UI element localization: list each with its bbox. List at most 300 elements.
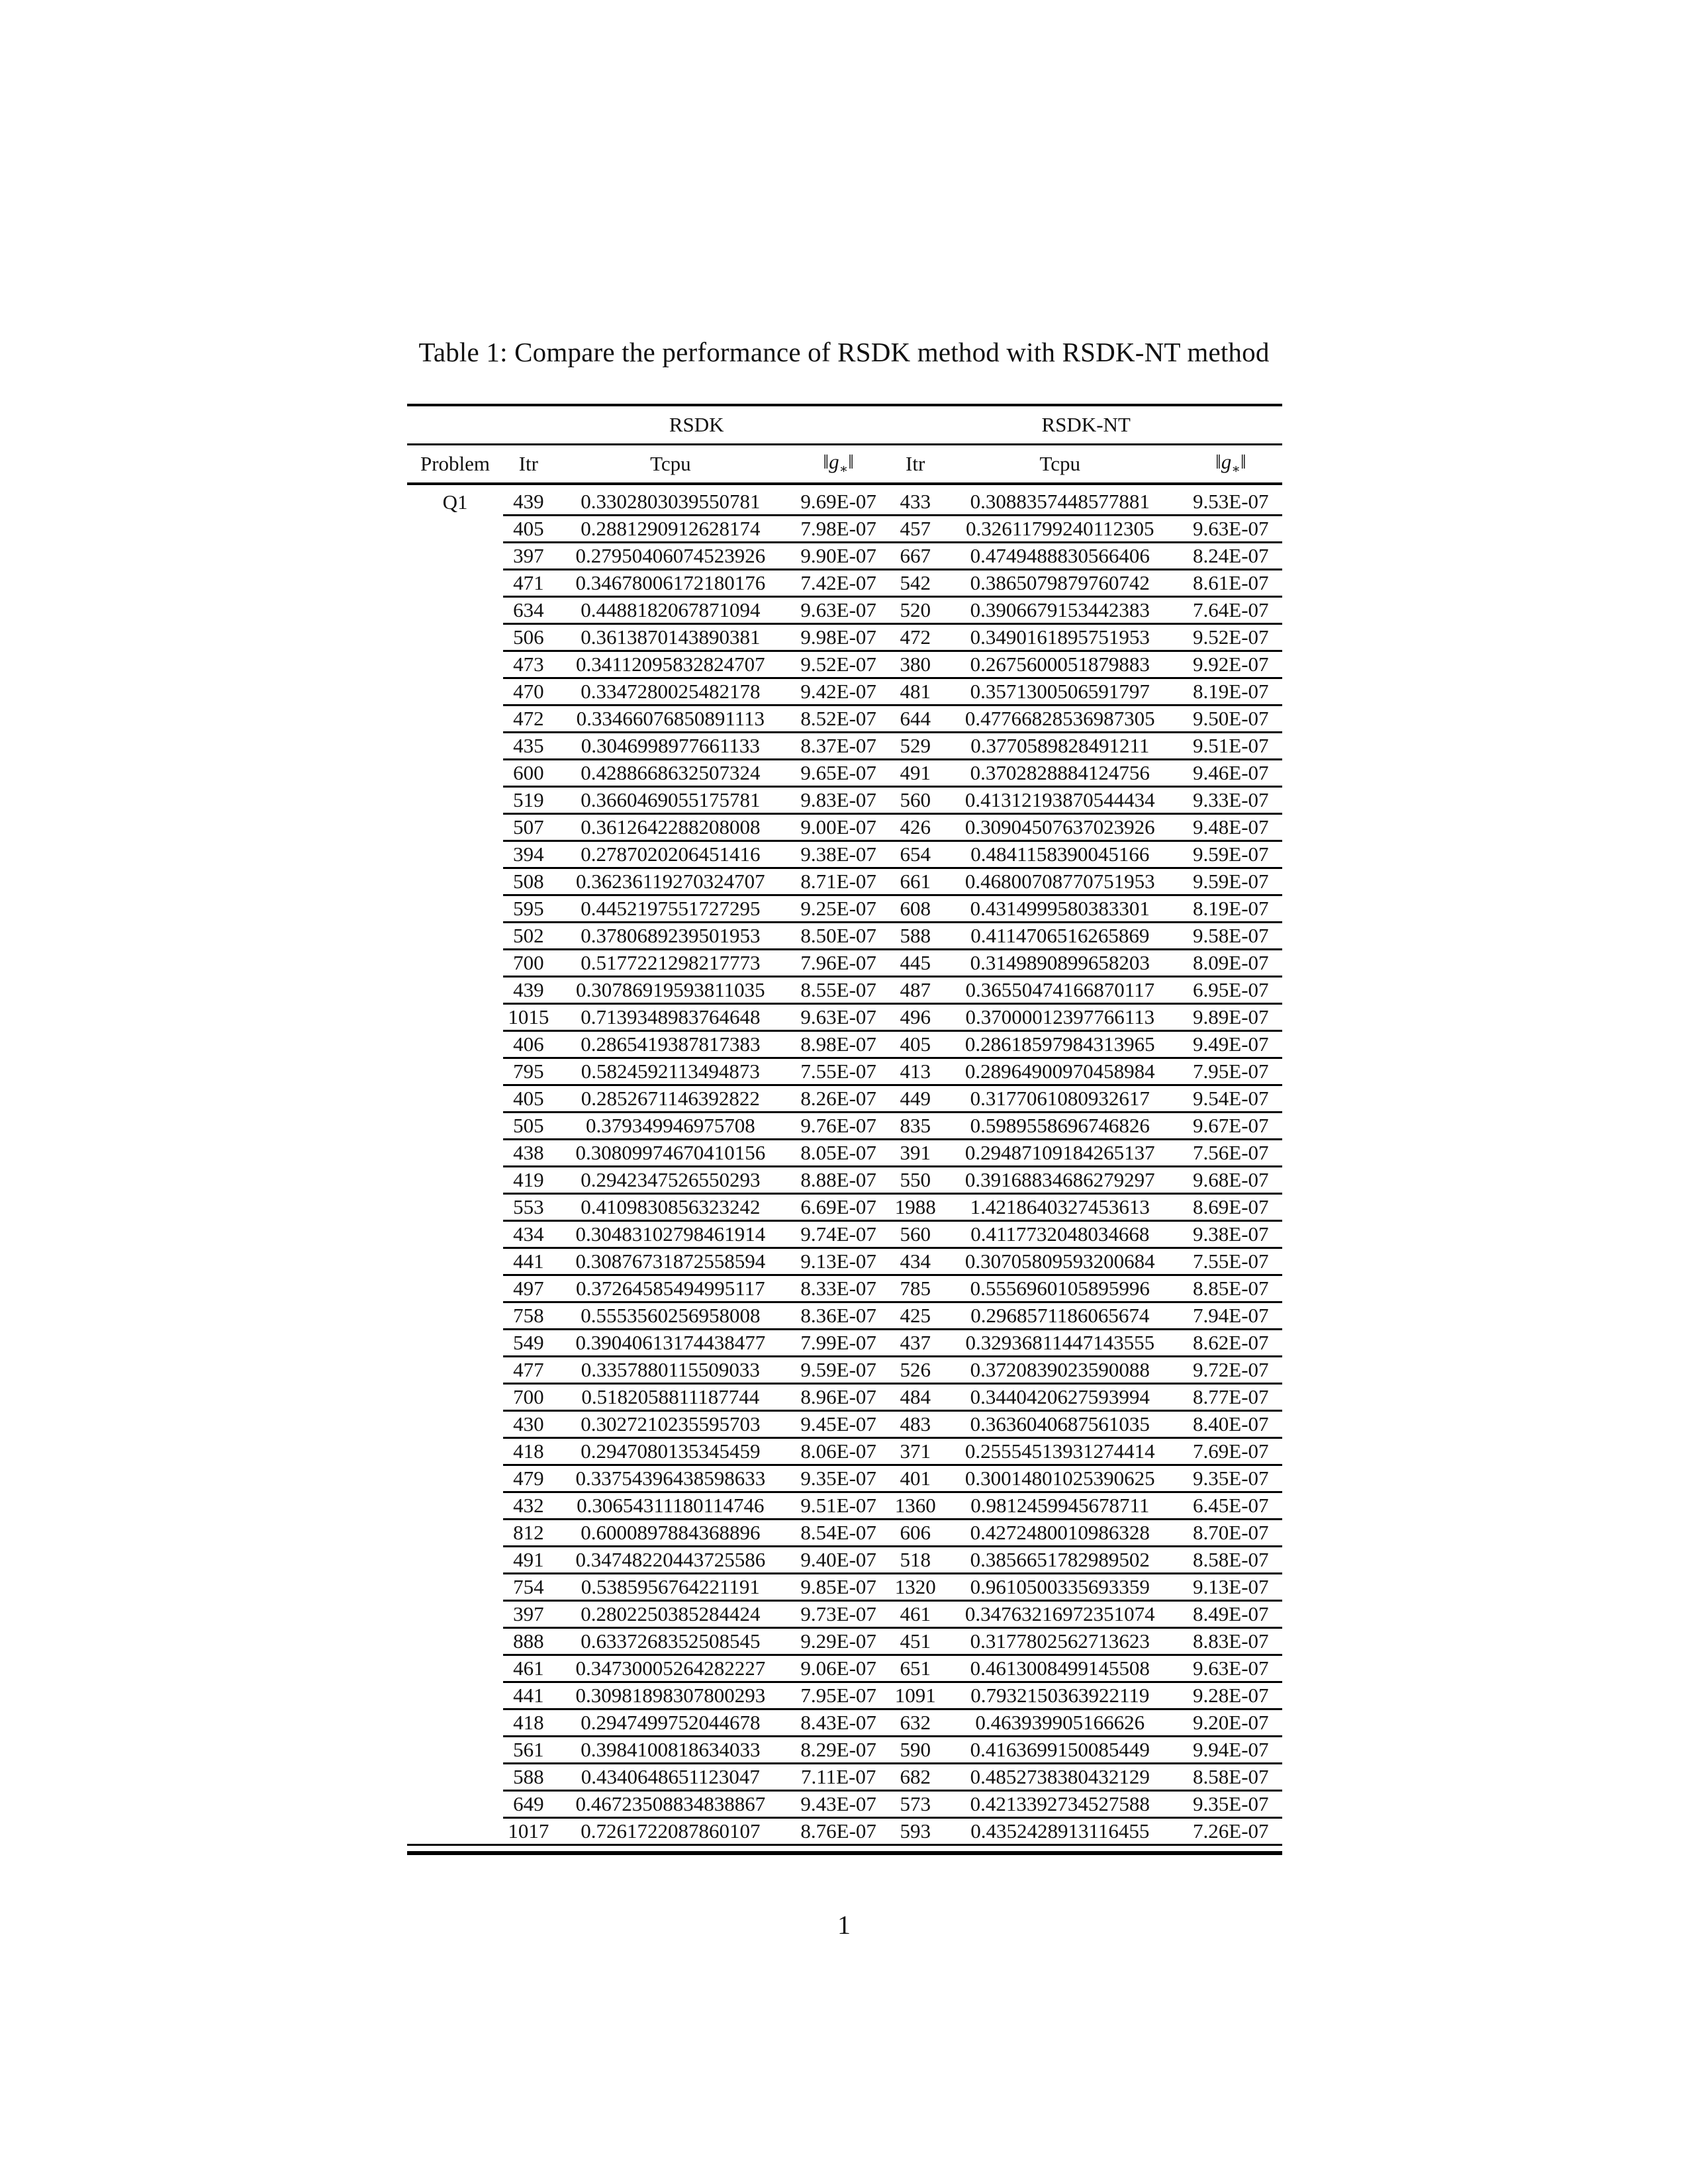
cell-rsdk-gnorm: 9.42E-07: [787, 678, 890, 705]
cell-rsdk-itr: 439: [503, 977, 554, 1004]
cell-rsdknt-itr: 434: [890, 1248, 941, 1275]
cell-rsdk-tcpu: 0.379349946975708: [554, 1113, 787, 1140]
cell-rsdk-gnorm: 8.98E-07: [787, 1031, 890, 1058]
cell-rsdknt-tcpu: 0.34763216972351074: [941, 1601, 1180, 1628]
cell-rsdknt-gnorm: 9.53E-07: [1180, 484, 1282, 516]
cell-rsdknt-itr: 1360: [890, 1492, 941, 1520]
cell-problem: [407, 1248, 503, 1275]
cell-rsdk-tcpu: 0.3780689239501953: [554, 923, 787, 950]
cell-rsdknt-tcpu: 0.4117732048034668: [941, 1221, 1180, 1248]
cell-rsdk-gnorm: 7.99E-07: [787, 1330, 890, 1357]
cell-rsdk-itr: 502: [503, 923, 554, 950]
cell-rsdknt-gnorm: 9.28E-07: [1180, 1682, 1282, 1709]
cell-rsdk-tcpu: 0.4452197551727295: [554, 895, 787, 923]
cell-rsdknt-tcpu: 0.47766828536987305: [941, 705, 1180, 733]
cell-rsdknt-tcpu: 0.3720839023590088: [941, 1357, 1180, 1384]
cell-rsdknt-itr: 484: [890, 1384, 941, 1411]
cell-rsdknt-tcpu: 0.4852738380432129: [941, 1764, 1180, 1791]
cell-rsdk-tcpu: 0.34678006172180176: [554, 570, 787, 597]
cell-problem: [407, 1113, 503, 1140]
cell-rsdk-itr: 497: [503, 1275, 554, 1302]
cell-rsdknt-tcpu: 0.5989558696746826: [941, 1113, 1180, 1140]
col-header-problem: Problem: [407, 445, 503, 484]
cell-rsdk-gnorm: 9.00E-07: [787, 814, 890, 841]
cell-rsdk-gnorm: 8.43E-07: [787, 1709, 890, 1737]
cell-rsdknt-tcpu: 0.4163699150085449: [941, 1737, 1180, 1764]
table-row: [407, 1465, 1282, 1492]
cell-rsdknt-gnorm: 7.56E-07: [1180, 1140, 1282, 1167]
group-header-rsdk-nt: RSDK-NT: [890, 405, 1282, 445]
cell-rsdknt-gnorm: 9.51E-07: [1180, 733, 1282, 760]
cell-rsdknt-itr: 426: [890, 814, 941, 841]
cell-rsdknt-tcpu: 0.3865079879760742: [941, 570, 1180, 597]
cell-rsdk-gnorm: 8.54E-07: [787, 1520, 890, 1547]
cell-rsdk-gnorm: 9.40E-07: [787, 1547, 890, 1574]
cell-rsdk-tcpu: 0.2787020206451416: [554, 841, 787, 868]
table-row: [407, 1520, 1282, 1547]
cell-rsdk-tcpu: 0.2852671146392822: [554, 1085, 787, 1113]
cell-rsdk-tcpu: 0.3612642288208008: [554, 814, 787, 841]
cell-rsdk-itr: 441: [503, 1248, 554, 1275]
table-body: [407, 484, 1282, 1845]
cell-rsdk-tcpu: 0.2947080135345459: [554, 1438, 787, 1465]
cell-rsdk-tcpu: 0.4340648651123047: [554, 1764, 787, 1791]
cell-rsdk-tcpu: 0.4109830856323242: [554, 1194, 787, 1221]
cell-rsdknt-itr: 682: [890, 1764, 941, 1791]
cell-rsdknt-itr: 449: [890, 1085, 941, 1113]
cell-rsdknt-tcpu: 0.25554513931274414: [941, 1438, 1180, 1465]
cell-rsdknt-gnorm: 9.59E-07: [1180, 868, 1282, 895]
cell-rsdknt-itr: 644: [890, 705, 941, 733]
cell-rsdk-itr: 438: [503, 1140, 554, 1167]
cell-rsdk-tcpu: 0.30483102798461914: [554, 1221, 787, 1248]
cell-rsdk-tcpu: 0.5385956764221191: [554, 1574, 787, 1601]
cell-problem: [407, 950, 503, 977]
group-header-row: [407, 405, 1282, 445]
cell-rsdk-tcpu: 0.2947499752044678: [554, 1709, 787, 1737]
cell-rsdknt-itr: 1091: [890, 1682, 941, 1709]
cell-rsdknt-tcpu: 0.3490161895751953: [941, 624, 1180, 651]
cell-rsdknt-itr: 433: [890, 484, 941, 516]
cell-rsdk-itr: 758: [503, 1302, 554, 1330]
cell-rsdk-itr: 472: [503, 705, 554, 733]
cell-rsdk-gnorm: 7.11E-07: [787, 1764, 890, 1791]
cell-rsdk-tcpu: 0.5553560256958008: [554, 1302, 787, 1330]
cell-problem: [407, 868, 503, 895]
cell-rsdk-itr: 812: [503, 1520, 554, 1547]
table-row: [407, 1737, 1282, 1764]
table-row: [407, 1302, 1282, 1330]
cell-rsdknt-gnorm: 8.49E-07: [1180, 1601, 1282, 1628]
table-row: [407, 923, 1282, 950]
table-row: [407, 1764, 1282, 1791]
table-row: [407, 733, 1282, 760]
cell-rsdknt-itr: 573: [890, 1791, 941, 1818]
cell-rsdknt-itr: 550: [890, 1167, 941, 1194]
table-row: [407, 787, 1282, 814]
cell-rsdknt-gnorm: 9.63E-07: [1180, 1655, 1282, 1682]
cell-problem: [407, 1465, 503, 1492]
cell-rsdknt-tcpu: 0.4613008499145508: [941, 1655, 1180, 1682]
col-header-rsdknt-tcpu: Tcpu: [941, 445, 1180, 484]
cell-rsdknt-gnorm: 8.70E-07: [1180, 1520, 1282, 1547]
cell-rsdknt-tcpu: 0.41312193870544434: [941, 787, 1180, 814]
cell-rsdk-gnorm: 9.74E-07: [787, 1221, 890, 1248]
cell-rsdk-itr: 649: [503, 1791, 554, 1818]
cell-rsdknt-itr: 520: [890, 597, 941, 624]
table-row: [407, 484, 1282, 516]
cell-rsdknt-gnorm: 9.50E-07: [1180, 705, 1282, 733]
cell-rsdk-tcpu: 0.3302803039550781: [554, 484, 787, 516]
cell-rsdknt-tcpu: 0.9812459945678711: [941, 1492, 1180, 1520]
cell-rsdk-tcpu: 0.3660469055175781: [554, 787, 787, 814]
cell-rsdknt-tcpu: 0.3149890899658203: [941, 950, 1180, 977]
cell-rsdknt-tcpu: 0.4272480010986328: [941, 1520, 1180, 1547]
cell-rsdk-tcpu: 0.3347280025482178: [554, 678, 787, 705]
cell-rsdk-tcpu: 0.5177221298217773: [554, 950, 787, 977]
cell-problem: [407, 1574, 503, 1601]
cell-rsdk-itr: 795: [503, 1058, 554, 1085]
cell-problem: [407, 814, 503, 841]
cell-rsdk-itr: 491: [503, 1547, 554, 1574]
cell-rsdknt-gnorm: 8.09E-07: [1180, 950, 1282, 977]
cell-problem: [407, 1384, 503, 1411]
cell-problem: [407, 678, 503, 705]
cell-rsdknt-itr: 451: [890, 1628, 941, 1655]
cell-rsdknt-itr: 588: [890, 923, 941, 950]
cell-rsdk-itr: 600: [503, 760, 554, 787]
cell-rsdk-gnorm: 8.52E-07: [787, 705, 890, 733]
cell-rsdk-itr: 439: [503, 484, 554, 516]
results-table: [407, 404, 1282, 1846]
cell-rsdk-tcpu: 0.2865419387817383: [554, 1031, 787, 1058]
cell-rsdk-itr: 461: [503, 1655, 554, 1682]
cell-rsdk-gnorm: 9.06E-07: [787, 1655, 890, 1682]
cell-rsdk-gnorm: 7.95E-07: [787, 1682, 890, 1709]
cell-rsdk-tcpu: 0.2942347526550293: [554, 1167, 787, 1194]
cell-rsdk-itr: 588: [503, 1764, 554, 1791]
cell-problem: [407, 1411, 503, 1438]
cell-rsdknt-gnorm: 9.58E-07: [1180, 923, 1282, 950]
cell-rsdk-gnorm: 9.63E-07: [787, 597, 890, 624]
bottom-rule: [407, 1851, 1282, 1855]
cell-rsdk-itr: 549: [503, 1330, 554, 1357]
cell-rsdknt-itr: 518: [890, 1547, 941, 1574]
cell-problem: [407, 1791, 503, 1818]
cell-rsdk-gnorm: 8.37E-07: [787, 733, 890, 760]
cell-rsdknt-tcpu: 0.46800708770751953: [941, 868, 1180, 895]
cell-problem: [407, 570, 503, 597]
cell-problem: [407, 624, 503, 651]
cell-rsdknt-gnorm: 7.95E-07: [1180, 1058, 1282, 1085]
table-row: [407, 1791, 1282, 1818]
cell-problem: [407, 1275, 503, 1302]
cell-rsdk-gnorm: 7.42E-07: [787, 570, 890, 597]
cell-problem: [407, 597, 503, 624]
cell-rsdknt-itr: 491: [890, 760, 941, 787]
cell-rsdk-gnorm: 9.29E-07: [787, 1628, 890, 1655]
cell-rsdknt-gnorm: 6.45E-07: [1180, 1492, 1282, 1520]
cell-rsdk-tcpu: 0.30654311180114746: [554, 1492, 787, 1520]
cell-problem: [407, 1818, 503, 1845]
cell-rsdk-gnorm: 9.59E-07: [787, 1357, 890, 1384]
cell-rsdk-tcpu: 0.33466076850891113: [554, 705, 787, 733]
cell-rsdknt-tcpu: 0.39168834686279297: [941, 1167, 1180, 1194]
cell-rsdknt-gnorm: 9.46E-07: [1180, 760, 1282, 787]
col-header-rsdk-gnorm: $‖g_∗‖$: [787, 445, 890, 484]
cell-rsdk-itr: 1015: [503, 1004, 554, 1031]
cell-rsdk-itr: 419: [503, 1167, 554, 1194]
cell-rsdk-gnorm: 9.52E-07: [787, 651, 890, 678]
cell-rsdk-gnorm: 8.36E-07: [787, 1302, 890, 1330]
cell-rsdknt-itr: 560: [890, 1221, 941, 1248]
cell-problem: [407, 1058, 503, 1085]
cell-rsdk-tcpu: 0.39040613174438477: [554, 1330, 787, 1357]
cell-rsdknt-gnorm: 9.13E-07: [1180, 1574, 1282, 1601]
cell-rsdknt-itr: 526: [890, 1357, 941, 1384]
cell-problem: [407, 923, 503, 950]
cell-rsdknt-tcpu: 0.30014801025390625: [941, 1465, 1180, 1492]
table-row: [407, 1384, 1282, 1411]
cell-problem: [407, 1302, 503, 1330]
cell-problem: [407, 1330, 503, 1357]
cell-rsdk-itr: 507: [503, 814, 554, 841]
table-row: [407, 841, 1282, 868]
results-table-container: [407, 404, 1282, 1855]
cell-rsdknt-tcpu: 1.4218640327453613: [941, 1194, 1180, 1221]
cell-rsdk-gnorm: 9.63E-07: [787, 1004, 890, 1031]
cell-rsdknt-itr: 661: [890, 868, 941, 895]
cell-rsdknt-tcpu: 0.9610500335693359: [941, 1574, 1180, 1601]
cell-rsdknt-gnorm: 8.62E-07: [1180, 1330, 1282, 1357]
cell-rsdknt-tcpu: 0.4114706516265869: [941, 923, 1180, 950]
cell-rsdknt-itr: 496: [890, 1004, 941, 1031]
cell-rsdk-tcpu: 0.37264585494995117: [554, 1275, 787, 1302]
cell-rsdk-tcpu: 0.33754396438598633: [554, 1465, 787, 1492]
cell-rsdknt-gnorm: 8.69E-07: [1180, 1194, 1282, 1221]
cell-rsdknt-tcpu: 0.32936811447143555: [941, 1330, 1180, 1357]
cell-rsdk-gnorm: 9.35E-07: [787, 1465, 890, 1492]
cell-rsdk-itr: 434: [503, 1221, 554, 1248]
table-row: [407, 1574, 1282, 1601]
cell-rsdk-tcpu: 0.4288668632507324: [554, 760, 787, 787]
cell-rsdk-itr: 470: [503, 678, 554, 705]
table-row: [407, 1004, 1282, 1031]
table-row: [407, 1547, 1282, 1574]
cell-rsdk-tcpu: 0.2881290912628174: [554, 516, 787, 543]
cell-rsdk-tcpu: 0.6000897884368896: [554, 1520, 787, 1547]
cell-rsdknt-itr: 380: [890, 651, 941, 678]
cell-rsdk-tcpu: 0.34730005264282227: [554, 1655, 787, 1682]
cell-rsdknt-tcpu: 0.3770589828491211: [941, 733, 1180, 760]
table-row: [407, 895, 1282, 923]
cell-rsdknt-tcpu: 0.7932150363922119: [941, 1682, 1180, 1709]
table-row: [407, 624, 1282, 651]
cell-rsdknt-itr: 590: [890, 1737, 941, 1764]
cell-rsdk-gnorm: 9.65E-07: [787, 760, 890, 787]
cell-rsdk-tcpu: 0.46723508834838867: [554, 1791, 787, 1818]
table-row: [407, 1492, 1282, 1520]
table-row: [407, 868, 1282, 895]
table-caption: Table 1: Compare the performance of RSDK method with RSDK-NT method: [418, 337, 1270, 367]
table-row: [407, 1221, 1282, 1248]
cell-rsdknt-gnorm: 9.92E-07: [1180, 651, 1282, 678]
cell-rsdknt-tcpu: 0.2675600051879883: [941, 651, 1180, 678]
cell-rsdk-gnorm: 9.13E-07: [787, 1248, 890, 1275]
cell-rsdk-itr: 418: [503, 1709, 554, 1737]
cell-rsdknt-tcpu: 0.29487109184265137: [941, 1140, 1180, 1167]
table-row: [407, 678, 1282, 705]
cell-rsdknt-gnorm: 9.89E-07: [1180, 1004, 1282, 1031]
page-number: 1: [837, 1910, 851, 1940]
cell-rsdknt-itr: 437: [890, 1330, 941, 1357]
table-row: [407, 1275, 1282, 1302]
cell-rsdknt-itr: 1988: [890, 1194, 941, 1221]
cell-rsdknt-tcpu: 0.4749488830566406: [941, 543, 1180, 570]
cell-problem: [407, 1221, 503, 1248]
cell-rsdknt-tcpu: 0.2968571186065674: [941, 1302, 1180, 1330]
cell-rsdknt-tcpu: 0.28618597984313965: [941, 1031, 1180, 1058]
cell-rsdknt-tcpu: 0.3440420627593994: [941, 1384, 1180, 1411]
cell-rsdk-gnorm: 9.98E-07: [787, 624, 890, 651]
cell-rsdk-gnorm: 8.76E-07: [787, 1818, 890, 1845]
cell-problem: [407, 1357, 503, 1384]
cell-rsdk-gnorm: 8.88E-07: [787, 1167, 890, 1194]
cell-rsdk-tcpu: 0.30876731872558594: [554, 1248, 787, 1275]
cell-rsdknt-itr: 445: [890, 950, 941, 977]
cell-rsdknt-tcpu: 0.3636040687561035: [941, 1411, 1180, 1438]
table-row: [407, 1818, 1282, 1845]
table-row: [407, 651, 1282, 678]
cell-rsdknt-itr: 651: [890, 1655, 941, 1682]
cell-rsdknt-itr: 413: [890, 1058, 941, 1085]
cell-rsdk-gnorm: 9.25E-07: [787, 895, 890, 923]
cell-rsdk-gnorm: 9.45E-07: [787, 1411, 890, 1438]
cell-problem: [407, 977, 503, 1004]
table-row: [407, 1628, 1282, 1655]
cell-rsdk-gnorm: 9.69E-07: [787, 484, 890, 516]
cell-problem: [407, 1492, 503, 1520]
cell-rsdknt-itr: 632: [890, 1709, 941, 1737]
table-row: [407, 1248, 1282, 1275]
table-row: [407, 1330, 1282, 1357]
cell-problem: [407, 1709, 503, 1737]
cell-rsdknt-gnorm: 9.94E-07: [1180, 1737, 1282, 1764]
table-row: [407, 1058, 1282, 1085]
cell-rsdk-gnorm: 9.38E-07: [787, 841, 890, 868]
cell-rsdk-tcpu: 0.5824592113494873: [554, 1058, 787, 1085]
cell-rsdknt-tcpu: 0.3177802562713623: [941, 1628, 1180, 1655]
cell-rsdk-gnorm: 7.96E-07: [787, 950, 890, 977]
table-row: [407, 1113, 1282, 1140]
table-row: [407, 1411, 1282, 1438]
cell-rsdknt-gnorm: 6.95E-07: [1180, 977, 1282, 1004]
cell-rsdknt-gnorm: 7.64E-07: [1180, 597, 1282, 624]
cell-rsdknt-gnorm: 8.58E-07: [1180, 1764, 1282, 1791]
cell-rsdknt-gnorm: 8.24E-07: [1180, 543, 1282, 570]
cell-rsdknt-itr: 457: [890, 516, 941, 543]
cell-rsdknt-itr: 542: [890, 570, 941, 597]
cell-rsdk-gnorm: 9.43E-07: [787, 1791, 890, 1818]
cell-rsdk-gnorm: 8.05E-07: [787, 1140, 890, 1167]
cell-problem: [407, 1737, 503, 1764]
cell-rsdknt-gnorm: 9.38E-07: [1180, 1221, 1282, 1248]
cell-rsdk-tcpu: 0.3357880115509033: [554, 1357, 787, 1384]
cell-rsdknt-gnorm: 8.77E-07: [1180, 1384, 1282, 1411]
cell-rsdknt-tcpu: 0.3702828884124756: [941, 760, 1180, 787]
table-row: [407, 705, 1282, 733]
cell-rsdk-itr: 506: [503, 624, 554, 651]
cell-problem: Q1: [442, 490, 468, 514]
cell-rsdknt-itr: 487: [890, 977, 941, 1004]
cell-rsdknt-itr: 461: [890, 1601, 941, 1628]
cell-rsdk-gnorm: 9.85E-07: [787, 1574, 890, 1601]
cell-rsdknt-gnorm: 9.33E-07: [1180, 787, 1282, 814]
cell-rsdk-itr: 479: [503, 1465, 554, 1492]
cell-rsdknt-itr: 371: [890, 1438, 941, 1465]
cell-rsdk-itr: 441: [503, 1682, 554, 1709]
cell-rsdk-tcpu: 0.30786919593811035: [554, 977, 787, 1004]
cell-rsdk-gnorm: 9.90E-07: [787, 543, 890, 570]
cell-rsdk-gnorm: 8.71E-07: [787, 868, 890, 895]
group-header-blank: [407, 405, 503, 445]
table-row: [407, 1194, 1282, 1221]
cell-rsdknt-gnorm: 8.19E-07: [1180, 895, 1282, 923]
cell-problem: [407, 733, 503, 760]
cell-rsdk-tcpu: 0.6337268352508545: [554, 1628, 787, 1655]
cell-rsdknt-gnorm: 9.49E-07: [1180, 1031, 1282, 1058]
cell-rsdk-tcpu: 0.27950406074523926: [554, 543, 787, 570]
table-row: [407, 1655, 1282, 1682]
cell-rsdknt-gnorm: 9.67E-07: [1180, 1113, 1282, 1140]
cell-problem: [407, 1601, 503, 1628]
cell-problem: [407, 841, 503, 868]
cell-rsdknt-gnorm: 8.40E-07: [1180, 1411, 1282, 1438]
cell-rsdk-gnorm: 8.33E-07: [787, 1275, 890, 1302]
cell-rsdknt-itr: 608: [890, 895, 941, 923]
cell-rsdknt-itr: 405: [890, 1031, 941, 1058]
cell-problem: [407, 1167, 503, 1194]
cell-rsdk-gnorm: 8.06E-07: [787, 1438, 890, 1465]
cell-problem: [407, 1194, 503, 1221]
col-header-rsdknt-gnorm: $‖g_∗‖$: [1180, 445, 1282, 484]
cell-rsdk-itr: 553: [503, 1194, 554, 1221]
cell-rsdknt-gnorm: 8.61E-07: [1180, 570, 1282, 597]
cell-rsdknt-gnorm: 9.68E-07: [1180, 1167, 1282, 1194]
cell-rsdknt-itr: 472: [890, 624, 941, 651]
column-header-row: [407, 445, 1282, 484]
cell-problem: [407, 1140, 503, 1167]
cell-rsdk-itr: 430: [503, 1411, 554, 1438]
cell-rsdknt-tcpu: 0.30904507637023926: [941, 814, 1180, 841]
cell-rsdk-tcpu: 0.3984100818634033: [554, 1737, 787, 1764]
table-row: [407, 1682, 1282, 1709]
table-row: [407, 1031, 1282, 1058]
table-row: [407, 814, 1282, 841]
cell-rsdk-tcpu: 0.34112095832824707: [554, 651, 787, 678]
cell-rsdknt-gnorm: 8.83E-07: [1180, 1628, 1282, 1655]
table-row: [407, 516, 1282, 543]
cell-problem: [407, 1004, 503, 1031]
table-row: [407, 1357, 1282, 1384]
cell-rsdknt-itr: 481: [890, 678, 941, 705]
cell-rsdknt-tcpu: 0.5556960105895996: [941, 1275, 1180, 1302]
cell-problem: [407, 1031, 503, 1058]
cell-rsdknt-gnorm: 9.63E-07: [1180, 516, 1282, 543]
cell-rsdk-tcpu: 0.3027210235595703: [554, 1411, 787, 1438]
cell-rsdk-tcpu: 0.7139348983764648: [554, 1004, 787, 1031]
cell-rsdk-gnorm: 8.55E-07: [787, 977, 890, 1004]
